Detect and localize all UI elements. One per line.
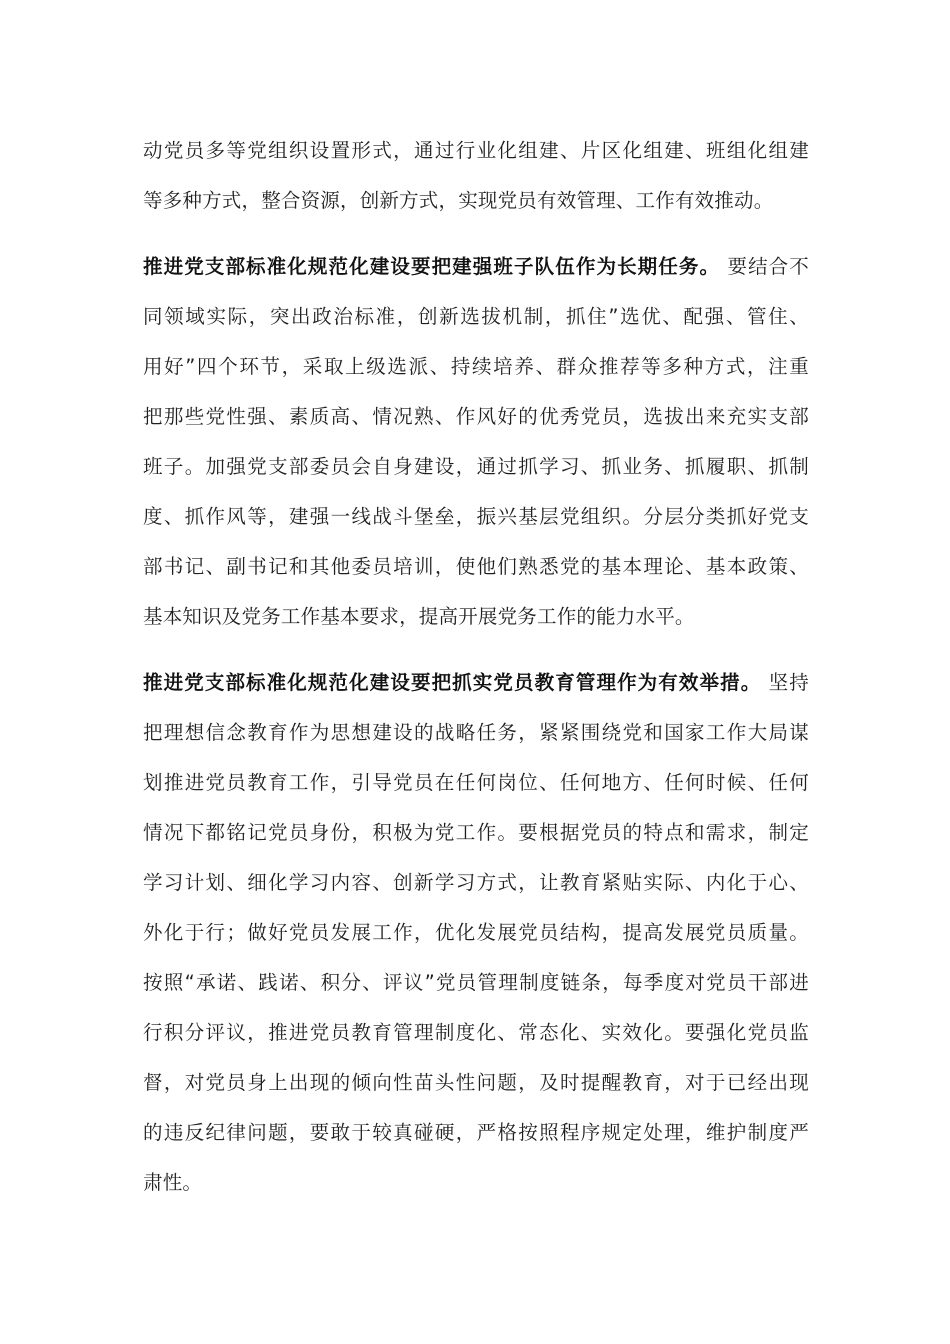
text-line: 划推进党员教育工作，引导党员在任何岗位、任何地方、任何时候、任何 bbox=[143, 771, 809, 794]
paragraph-heading: 推进党支部标准化规范化建设要把建强班子队伍作为长期任务。 bbox=[143, 255, 721, 278]
text-line: 把那些党性强、素质高、情况熟、作风好的优秀党员，选拔出来充实支部 bbox=[143, 405, 809, 428]
text-line: 外化于行；做好党员发展工作，优化发展党员结构，提高发展党员质量。 bbox=[143, 921, 809, 944]
paragraph-spacer bbox=[143, 642, 809, 658]
paragraph-member-education bbox=[143, 658, 809, 1208]
text-fragment: 要结合不 bbox=[727, 255, 809, 278]
text-line: 的违反纪律问题，要敢于较真碰硬，严格按照程序规定处理，维护制度严 bbox=[143, 1121, 809, 1144]
text-line bbox=[143, 658, 809, 708]
text-line: 行积分评议，推进党员教育管理制度化、常态化、实效化。要强化党员监 bbox=[143, 1021, 809, 1044]
text-line: 情况下都铭记党员身份，积极为党工作。要根据党员的特点和需求，制定 bbox=[143, 821, 809, 844]
text-line: 基本知识及党务工作基本要求，提高开展党务工作的能力水平。 bbox=[143, 605, 695, 628]
text-line: 用好”四个环节，采取上级选派、持续培养、群众推荐等多种方式，注重 bbox=[143, 355, 809, 378]
paragraph-heading: 推进党支部标准化规范化建设要把抓实党员教育管理作为有效举措。 bbox=[143, 671, 762, 694]
text-line: 班子。加强党支部委员会自身建设，通过抓学习、抓业务、抓履职、抓制 bbox=[143, 455, 809, 478]
paragraph-spacer bbox=[143, 226, 809, 242]
text-line: 部书记、副书记和其他委员培训，使他们熟悉党的基本理论、基本政策、 bbox=[143, 555, 809, 578]
text-line: 督，对党员身上出现的倾向性苗头性问题，及时提醒教育，对于已经出现 bbox=[143, 1071, 809, 1094]
paragraph-continuation bbox=[143, 126, 809, 226]
text-line: 等多种方式，整合资源，创新方式，实现党员有效管理、工作有效推动。 bbox=[143, 189, 774, 212]
text-line: 动党员多等党组织设置形式，通过行业化组建、片区化组建、班组化组建 bbox=[143, 139, 809, 162]
paragraph-team-building bbox=[143, 242, 809, 642]
text-line: 度、抓作风等，建强一线战斗堡垒，振兴基层党组织。分层分类抓好党支 bbox=[143, 505, 809, 528]
text-line: 把理想信念教育作为思想建设的战略任务，紧紧围绕党和国家工作大局谋 bbox=[143, 721, 809, 744]
text-line: 同领域实际，突出政治标准，创新选拔机制，抓住”选优、配强、管住、 bbox=[143, 305, 809, 328]
text-line: 肃性。 bbox=[143, 1171, 203, 1194]
text-line bbox=[143, 242, 809, 292]
text-line: 学习计划、细化学习内容、创新学习方式，让教育紧贴实际、内化于心、 bbox=[143, 871, 809, 894]
document-body bbox=[143, 126, 809, 1208]
text-fragment: 坚持 bbox=[768, 671, 809, 694]
text-line: 按照“承诺、践诺、积分、评议”党员管理制度链条，每季度对党员干部进 bbox=[143, 971, 809, 994]
